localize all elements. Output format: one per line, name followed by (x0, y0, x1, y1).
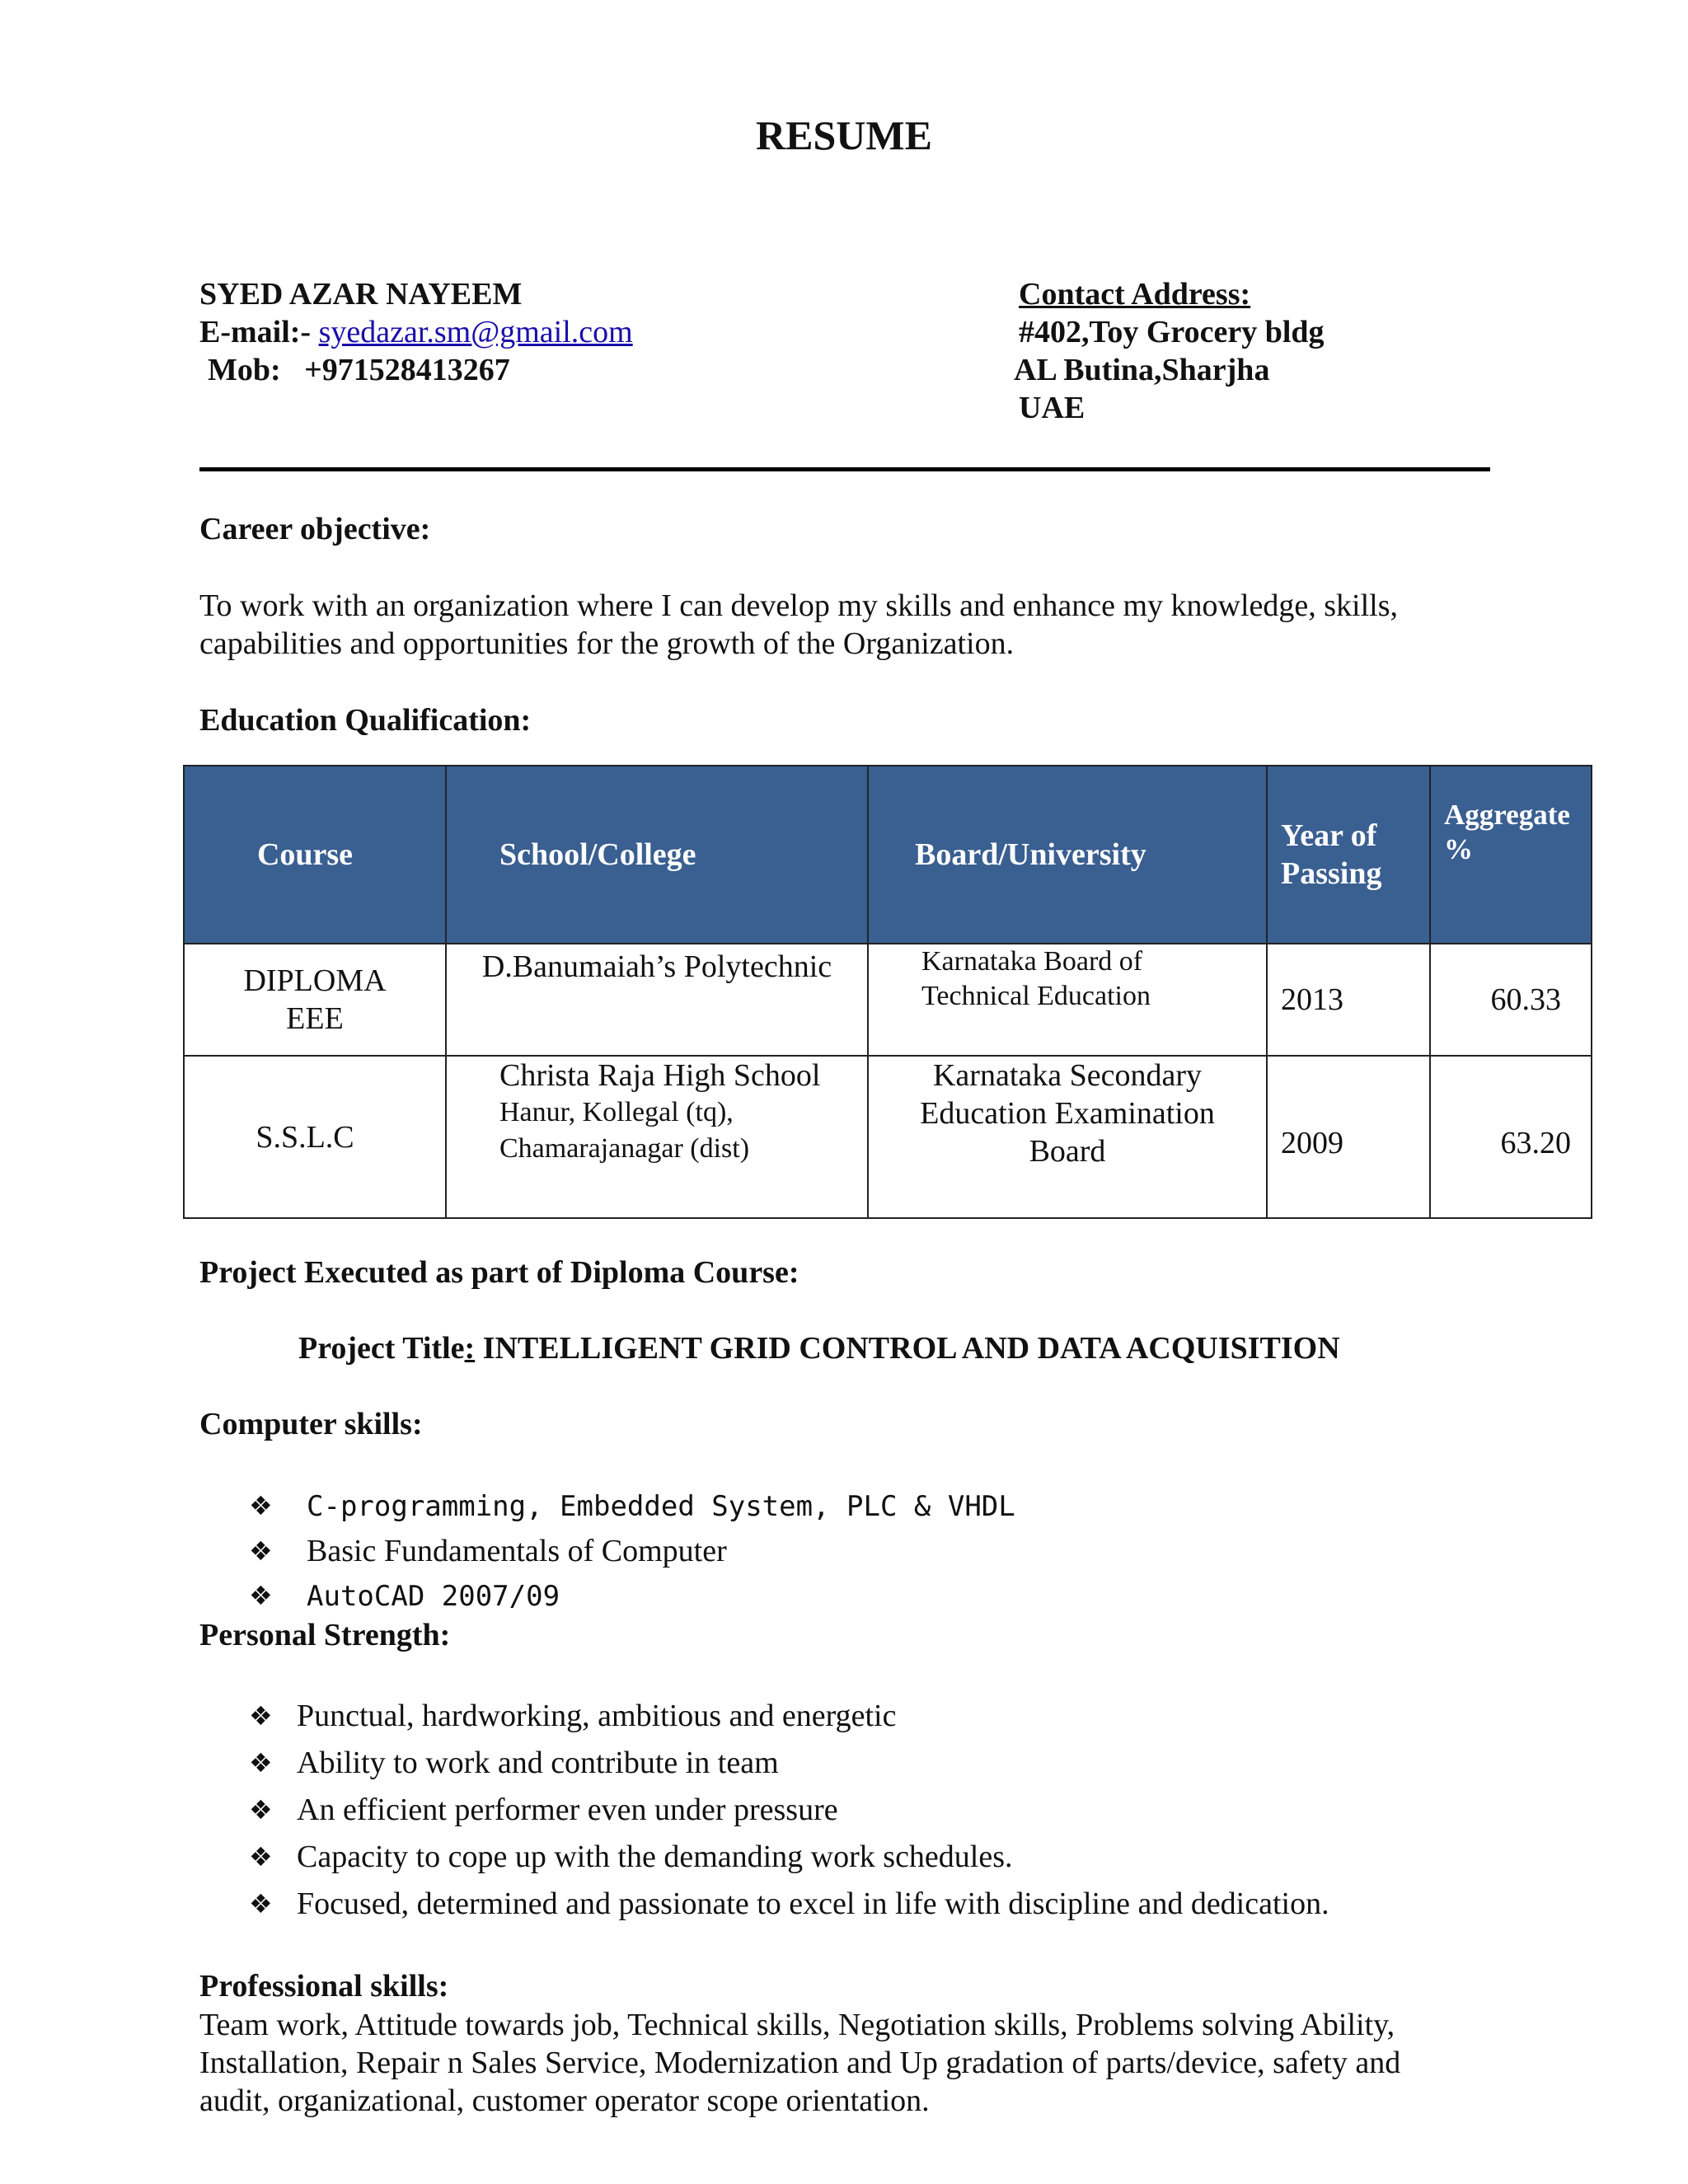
school-line-3: Chamarajanagar (dist) (499, 1133, 750, 1164)
bullet-icon: ❖ (249, 1747, 273, 1779)
bullet-icon: ❖ (249, 1580, 273, 1611)
list-item: ❖ AutoCAD 2007/09 (249, 1573, 1485, 1619)
cell-board (868, 944, 1267, 1056)
bullet-icon: ❖ (249, 1700, 273, 1732)
project-title-colon: : (464, 1331, 476, 1366)
email-label: E-mail:- (199, 315, 319, 349)
personal-strength-list (249, 1693, 1568, 1928)
col-aggregate: Aggregate % (1430, 766, 1592, 944)
education-table (183, 765, 1592, 1219)
project-title-value: INTELLIGENT GRID CONTROL AND DATA ACQUISITION (475, 1331, 1340, 1366)
candidate-name: SYED AZAR NAYEEM (199, 277, 523, 312)
col-board: Board/University (868, 766, 1267, 944)
cell-year: 2013 (1267, 944, 1430, 1056)
personal-strength-heading: Personal Strength: (199, 1618, 451, 1652)
career-objective-line-1: To work with an organization where I can develop my skills and enhance my knowledge, skills, (199, 588, 1399, 623)
list-item: ❖ Punctual, hardworking, ambitious and energetic (249, 1693, 1568, 1740)
project-title-label: Project Title (298, 1331, 465, 1366)
cell-board: Karnataka Secondary Education Examination Board (868, 1056, 1267, 1218)
email-line (199, 313, 633, 351)
project-heading: Project Executed as part of Diploma Course: (199, 1255, 799, 1290)
professional-skills-line-2: Installation, Repair n Sales Service, Modernization and Up gradation of parts/device, safety and (199, 2046, 1401, 2080)
professional-skills-line-3: audit, organizational, customer operator scope orientation. (199, 2083, 930, 2118)
email-link[interactable]: syedazar.sm@gmail.com (318, 315, 633, 349)
project-title (298, 1330, 1340, 1366)
computer-skills-heading: Computer skills: (199, 1407, 423, 1441)
address-line-3: UAE (1019, 391, 1085, 425)
list-item: ❖ An efficient performer even under pressure (249, 1787, 1568, 1834)
professional-skills-line-1: Team work, Attitude towards job, Technical skills, Negotiation skills, Problems solving Ability, (199, 2008, 1395, 2042)
header-divider (199, 467, 1490, 471)
career-objective-heading: Career objective: (199, 512, 431, 546)
address-line-1: #402,Toy Grocery bldg (1019, 315, 1325, 349)
school-line-2: Hanur, Kollegal (tq), (499, 1097, 734, 1127)
education-table-header (184, 766, 1592, 944)
cell-school: D.Banumaiah’s Polytechnic (446, 944, 868, 1056)
mobile-number: +971528413267 (304, 353, 510, 387)
computer-skills-list (249, 1483, 1485, 1619)
bullet-icon: ❖ (249, 1794, 273, 1825)
col-year: Year of Passing (1267, 766, 1430, 944)
education-heading: Education Qualification: (199, 703, 532, 738)
address-line-2: AL Butina,Sharjha (1014, 353, 1270, 387)
list-item: ❖ Focused, determined and passionate to excel in life with discipline and dedication. (249, 1881, 1568, 1928)
contact-address-title: Contact Address: (1019, 277, 1251, 312)
mobile-label: Mob: (208, 353, 281, 387)
list-item: ❖ C-programming, Embedded System, PLC & VHDL (249, 1483, 1485, 1529)
table-row (184, 944, 1592, 1056)
mobile-line (208, 351, 510, 389)
cell-course: S.S.L.C (184, 1056, 446, 1218)
cell-aggregate: 63.20 (1430, 1056, 1592, 1218)
table-row (184, 1056, 1592, 1218)
page-title: RESUME (756, 112, 932, 158)
list-item: ❖ Ability to work and contribute in team (249, 1740, 1568, 1787)
bullet-icon: ❖ (249, 1535, 273, 1567)
list-item: ❖ Basic Fundamentals of Computer (249, 1529, 1485, 1573)
cell-aggregate: 60.33 (1430, 944, 1592, 1056)
col-school: School/College (446, 766, 868, 944)
bullet-icon: ❖ (249, 1490, 273, 1521)
career-objective-line-2: capabilities and opportunities for the growth of the Organization. (199, 626, 1015, 661)
col-course: Course (184, 766, 446, 944)
list-item: ❖ Capacity to cope up with the demanding work schedules. (249, 1834, 1568, 1881)
school-line-1: Christa Raja High School (499, 1058, 821, 1093)
bullet-icon: ❖ (249, 1888, 273, 1919)
professional-skills-heading: Professional skills: (199, 1969, 449, 2004)
cell-school (446, 1056, 868, 1218)
cell-year: 2009 (1267, 1056, 1430, 1218)
board-line-1: Karnataka Board of (921, 946, 1143, 977)
board-line-2: Technical Education (921, 981, 1151, 1011)
cell-course: DIPLOMA EEE (184, 944, 446, 1056)
bullet-icon: ❖ (249, 1841, 273, 1872)
